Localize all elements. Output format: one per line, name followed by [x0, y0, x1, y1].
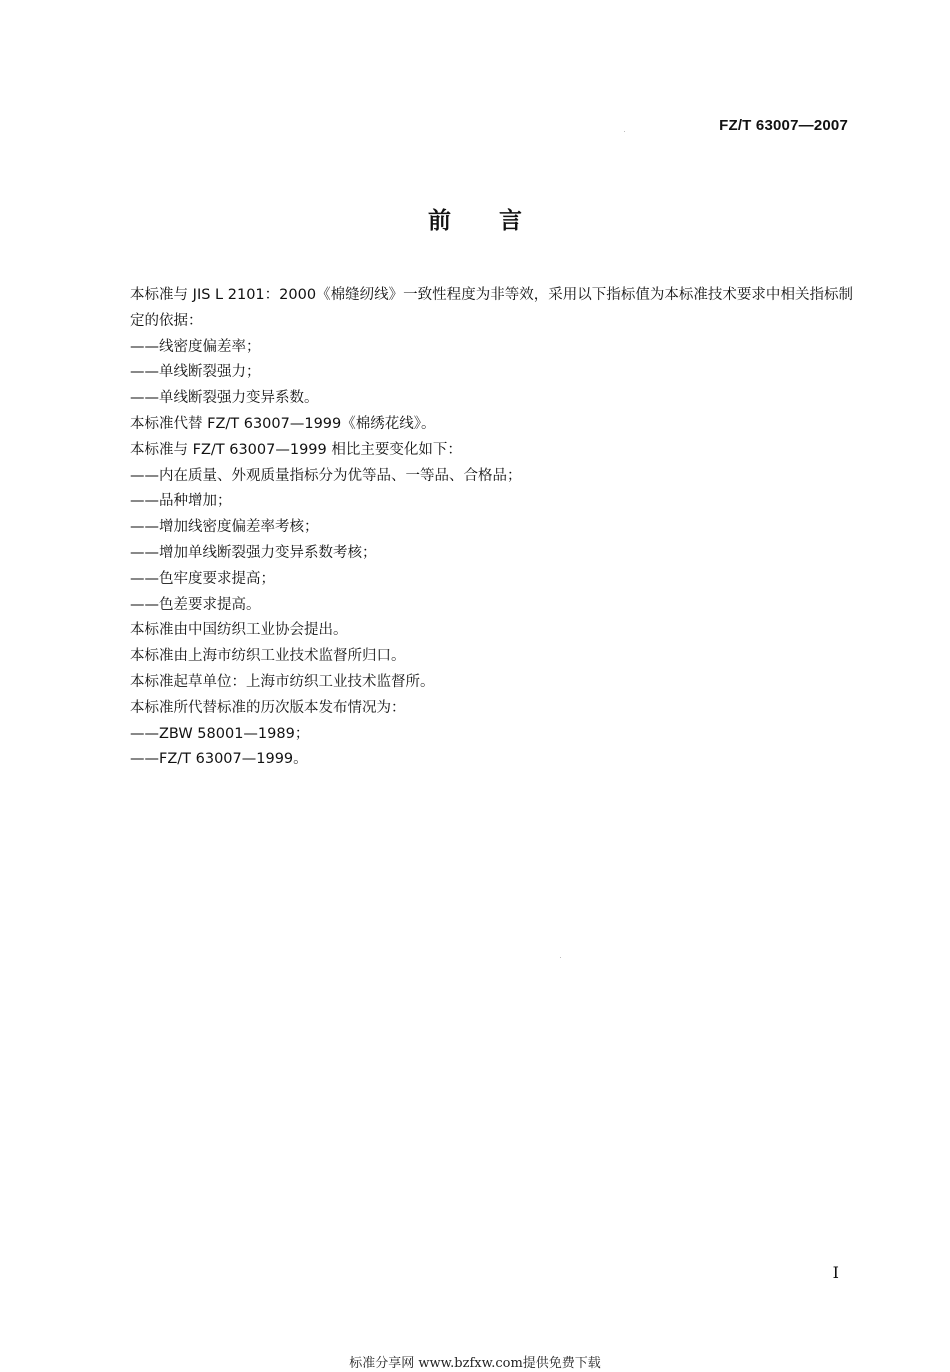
paragraph-equivalence: 本标准与 JIS L 2101：2000《棉缝纫线》一致性程度为非等效，采用以下指标值为本标准技术要求中相关指标制定的依据： [130, 287, 853, 329]
list-item: ——品种增加； [130, 493, 232, 510]
list-item: ——色牢度要求提高； [130, 570, 275, 587]
paragraph-drafter: 本标准起草单位：上海市纺织工业技术监督所。 [130, 673, 435, 690]
page-title: 前言 [428, 208, 570, 234]
list-item: ——单线断裂强力变异系数。 [130, 390, 319, 407]
footer-watermark-text: 标准分享网 www.bzfxw.com提供免费下载 [349, 1356, 601, 1371]
paragraph-administrator: 本标准由上海市纺织工业技术监督所归口。 [130, 648, 406, 665]
list-item: ——FZ/T 63007—1999。 [130, 751, 308, 768]
foreword-body [93, 283, 853, 773]
paragraph-changes: 本标准与 FZ/T 63007—1999 相比主要变化如下： [130, 441, 462, 458]
list-item: ——ZBW 58001—1989； [130, 725, 310, 742]
scan-speck [624, 131, 625, 132]
paragraph-replaces: 本标准代替 FZ/T 63007—1999《棉绣花线》。 [130, 415, 436, 432]
page-number: I [832, 1263, 839, 1282]
list-item: ——增加线密度偏差率考核； [130, 519, 319, 536]
document-code: FZ/T 63007—2007 [719, 117, 848, 134]
scan-speck [560, 957, 561, 958]
list-item: ——线密度偏差率； [130, 338, 261, 355]
list-item: ——单线断裂强力； [130, 364, 261, 381]
paragraph-proposer: 本标准由中国纺织工业协会提出。 [130, 622, 348, 639]
paragraph-history: 本标准所代替标准的历次版本发布情况为： [130, 699, 406, 716]
list-item: ——内在质量、外观质量指标分为优等品、一等品、合格品； [130, 467, 522, 484]
list-item: ——色差要求提高。 [130, 596, 261, 613]
list-item: ——增加单线断裂强力变异系数考核； [130, 544, 377, 561]
